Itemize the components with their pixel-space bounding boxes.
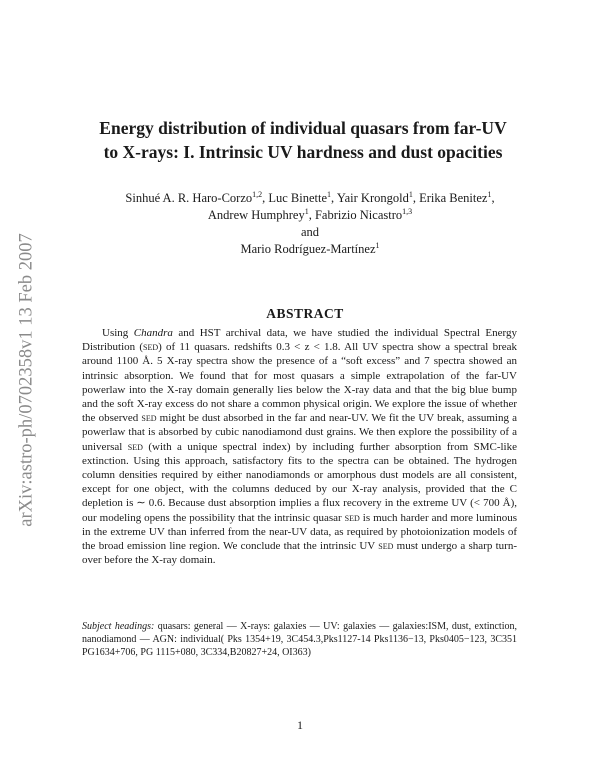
author-conjunction: and <box>300 225 320 239</box>
author-name: Mario Rodríguez-Martínez <box>240 242 376 256</box>
sed-acronym: sed <box>344 511 360 524</box>
arxiv-sidebar <box>12 175 42 585</box>
affiliation-mark: 1 <box>408 189 413 199</box>
author-name: Sinhué A. R. Haro-Corzo <box>125 191 253 205</box>
affiliation-mark: 1 <box>327 189 332 199</box>
page-number: 1 <box>297 718 303 732</box>
affiliation-mark: 1 <box>304 206 309 216</box>
affiliation-mark: 1 <box>375 240 380 250</box>
author-name: Fabrizio Nicastro <box>314 208 403 222</box>
subject-headings-text: quasars: general — X-rays: galaxies — UV: galaxies — galaxies:ISM, dust, extinction, nanodiamond — AGN: individual( Pks 1354+19, 3C454.3,Pks1127-14 Pks1136−13, Pks0405−123, 3C351 PG1634+706, PG 1115+080, 3C334,B20827+24, OI363) <box>82 621 517 659</box>
chandra-italic: Chandra <box>133 327 173 339</box>
author-name: Luc Binette <box>268 191 328 205</box>
arxiv-identifier: arXiv:astro-ph/0702358v1 13 Feb 2007 <box>16 233 37 527</box>
author-line-3 <box>70 241 550 258</box>
sed-acronym: sed <box>141 412 157 425</box>
author-name: Yair Krongold <box>336 191 409 205</box>
subject-headings <box>82 620 517 660</box>
sed-acronym: sed <box>143 341 159 354</box>
title-line-2: to X-rays: I. Intrinsic UV hardness and dust opacities <box>103 142 503 162</box>
affiliation-mark: 1 <box>487 189 492 199</box>
abstract-body: Using Chandra and HST archival data, we have studied the individual Spectral Energy Distribution (sed) of 11 quasars. redshifts 0.3 < z < 1.8. All UV spectra show a spectral break around 1100 Å. 5 X-ray spectra show the presence of a “soft excess” and 7 spectra showed an intrinsic absorption. We found that for most quasars a simple extrapolation of the far-UV powerlaw into the X-ray domain generally lies below the X-ray data and that the big blue bump and the soft X-ray excess do not share a common physical origin. We explore the issue of whether the observed sed might be dust absorbed in the far and near-UV. We fit the UV break, assuming a powerlaw that is absorbed by cubic nanodiamond dust grains. We then explore the possibility of a universal sed (with a unique spectral index) by including further absorption from SMC-like extinction. Using this approach, satisfactory fits to the spectra can be obtained. The hydrogen column densities required by either nanodiamonds or amorphous dust models are all consistent, except for one object, with the columns deduced by our X-ray analysis, provided that the C depletion is ∼ 0.6. Because dust absorption implies a flux recovery in the extreme UV (< 700 Å), our modeling opens the possibility that the intrinsic quasar sed is much harder and more luminous in the extreme UV than inferred from the near-UV data, as required by photoionization models of the broad emission line region. We conclude that the intrinsic UV sed must undergo a sharp turn-over before the X-ray domain. <box>82 327 517 567</box>
abstract-heading: ABSTRACT <box>266 306 344 321</box>
subject-headings-label: Subject headings: <box>82 621 155 632</box>
author-list <box>70 190 550 258</box>
author-line-2: Andrew Humphrey$^1$, Fabrizio Nicastro$^{1,3}$ <box>207 206 413 222</box>
paper-title <box>48 116 558 164</box>
sed-acronym: sed <box>127 440 143 453</box>
title-line-1: Energy distribution of individual quasars from far-UV <box>99 118 507 138</box>
affiliation-mark: 1,3 <box>402 206 413 216</box>
author-line-1: Sinhué A. R. Haro-Corzo$^{1,2}$, Luc Binette$^1$, Yair Krongold$^1$, Erika Benitez$^1$, <box>125 189 495 205</box>
affiliation-mark: 1,2 <box>252 189 263 199</box>
sed-acronym: sed <box>378 540 394 553</box>
author-name: Erika Benitez <box>419 191 488 205</box>
author-name: Andrew Humphrey <box>207 208 305 222</box>
